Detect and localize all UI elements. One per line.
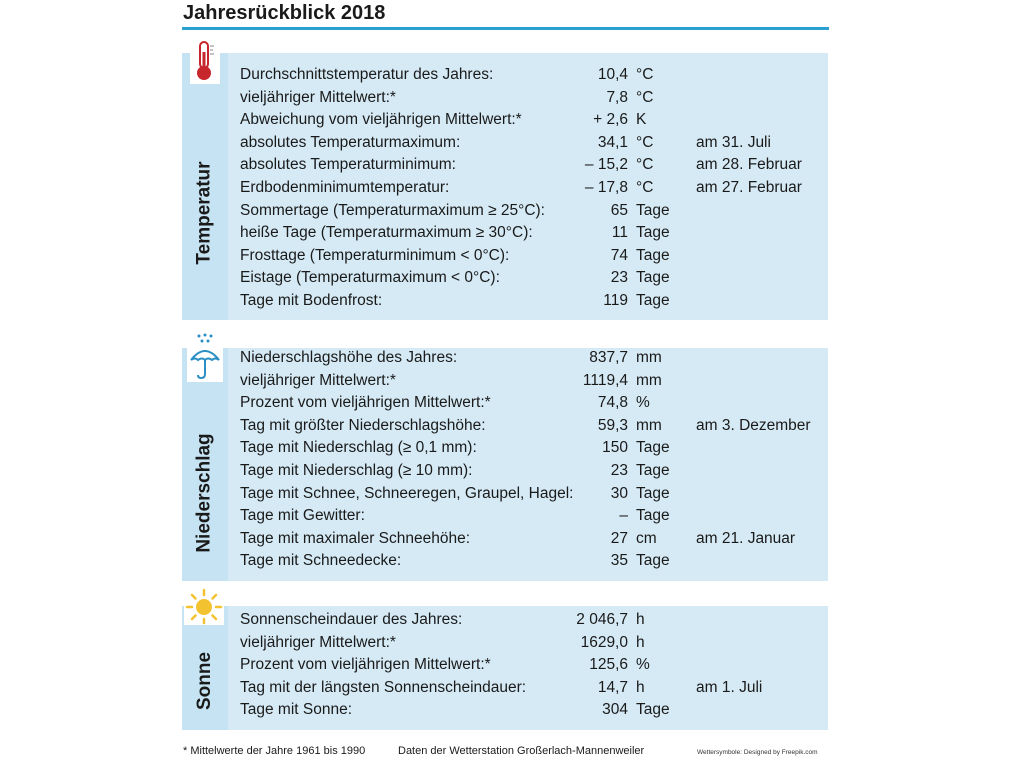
row-value: 23: [610, 269, 628, 287]
row-date: am 3. Dezember: [696, 416, 811, 434]
row-label: absolutes Temperaturminimum:: [240, 156, 456, 174]
row-unit: %: [636, 656, 650, 674]
row-unit: mm: [636, 416, 662, 434]
row-unit: Tage: [636, 552, 670, 570]
row-value: 304: [602, 701, 628, 719]
footnote: * Mittelwerte der Jahre 1961 bis 1990: [183, 745, 366, 757]
row-unit: Tage: [636, 292, 670, 309]
row-unit: °C: [636, 66, 654, 83]
row-value: 74: [610, 246, 628, 264]
row-unit: Tage: [636, 201, 670, 219]
row-value: 59,3: [597, 416, 628, 434]
row-date: am 27. Februar: [696, 179, 802, 196]
row-value: – 15,2: [584, 156, 628, 174]
row-label: Tage mit Sonne:: [240, 701, 353, 719]
row-label: Tag mit größter Niederschlagshöhe:: [240, 416, 486, 434]
row-label: Erdbodenminimumtemperatur:: [240, 179, 450, 196]
row-value: 74,8: [597, 394, 628, 412]
row-date: am 1. Juli: [696, 678, 763, 696]
row-label: Prozent vom vieljährigen Mittelwert:*: [240, 394, 491, 412]
row-unit: Tage: [636, 701, 670, 719]
row-label: Durchschnittstemperatur des Jahres:: [240, 66, 494, 83]
row-label: Sonnenscheindauer des Jahres:: [240, 611, 463, 628]
row-label: Eistage (Temperaturmaximum < 0°C):: [240, 269, 500, 287]
row-unit: cm: [636, 529, 657, 547]
row-unit: Tage: [636, 462, 670, 479]
row-label: vieljähriger Mittelwert:*: [240, 633, 396, 651]
row-unit: %: [636, 394, 650, 412]
row-value: 35: [610, 552, 628, 570]
row-label: Tage mit Niederschlag (≥ 0,1 mm):: [240, 439, 477, 457]
sonne-section-label: Sonne: [194, 651, 215, 711]
row-date: am 28. Februar: [696, 156, 802, 174]
row-label: Abweichung vom vieljährigen Mittelwert:*: [240, 111, 522, 129]
row-unit: mm: [636, 371, 662, 389]
row-value: 150: [602, 439, 628, 457]
row-value: –: [619, 507, 628, 525]
row-value: 125,6: [589, 656, 628, 674]
row-unit: Tage: [636, 269, 670, 287]
umbrella-rain-icon: [187, 332, 223, 382]
icon-credit: Wettersymbole: Designed by Freepik.com: [697, 749, 818, 756]
row-label: Frosttage (Temperaturminimum < 0°C):: [240, 246, 510, 264]
title-rule: [182, 27, 829, 30]
row-label: absolutes Temperaturmaximum:: [240, 133, 461, 151]
row-unit: Tage: [636, 484, 670, 502]
page-title: Jahresrückblick 2018: [183, 2, 386, 24]
row-value: 23: [610, 462, 628, 479]
row-unit: Tage: [636, 246, 670, 264]
row-date: am 21. Januar: [696, 529, 796, 547]
row-date: am 31. Juli: [696, 133, 771, 151]
row-unit: h: [636, 678, 645, 696]
row-unit: °C: [636, 156, 654, 174]
temperatur-section-label: Temperatur: [194, 161, 215, 265]
data-source: Daten der Wetterstation Großerlach-Mannenweiler: [398, 745, 645, 757]
row-label: vieljähriger Mittelwert:*: [240, 88, 396, 106]
row-label: Tage mit Schnee, Schneeregen, Graupel, Hagel:: [240, 484, 574, 502]
row-value: – 17,8: [584, 179, 628, 196]
row-value: 7,8: [606, 88, 628, 106]
row-value: 65: [610, 201, 628, 219]
row-unit: °C: [636, 133, 654, 151]
temperatur-sidebar: [182, 53, 228, 320]
sun-icon: [184, 585, 224, 625]
row-label: Tage mit Niederschlag (≥ 10 mm):: [240, 462, 473, 479]
row-value: 27: [610, 529, 628, 547]
row-label: Niederschlagshöhe des Jahres:: [240, 349, 458, 366]
row-label: Tage mit Bodenfrost:: [240, 292, 383, 309]
row-value: + 2,6: [593, 111, 628, 129]
row-value: 30: [610, 484, 628, 502]
row-label: vieljähriger Mittelwert:*: [240, 371, 396, 389]
row-label: Sommertage (Temperaturmaximum ≥ 25°C):: [240, 201, 545, 219]
row-unit: h: [636, 633, 645, 651]
row-unit: K: [636, 111, 647, 129]
niederschlag-sidebar: [182, 348, 228, 581]
row-unit: °C: [636, 179, 654, 196]
row-unit: °C: [636, 88, 654, 106]
row-label: Prozent vom vieljährigen Mittelwert:*: [240, 656, 491, 674]
row-value: 837,7: [589, 349, 628, 366]
row-label: Tag mit der längsten Sonnenscheindauer:: [240, 678, 527, 696]
row-unit: Tage: [636, 507, 670, 525]
row-value: 1629,0: [580, 633, 628, 651]
niederschlag-section-label: Niederschlag: [194, 433, 216, 553]
row-label: Tage mit Schneedecke:: [240, 552, 402, 570]
thermometer-icon: [190, 38, 220, 84]
row-value: 14,7: [597, 678, 628, 696]
row-unit: mm: [636, 349, 662, 366]
row-label: Tage mit Gewitter:: [240, 507, 365, 525]
row-unit: Tage: [636, 439, 670, 457]
row-value: 11: [611, 224, 628, 242]
row-label: Tage mit maximaler Schneehöhe:: [240, 529, 471, 547]
row-value: 1119,4: [582, 371, 628, 389]
row-label: heiße Tage (Temperaturmaximum ≥ 30°C):: [240, 224, 533, 242]
row-value: 119: [603, 292, 628, 309]
row-value: 34,1: [597, 133, 628, 151]
row-unit: h: [636, 611, 645, 628]
row-unit: Tage: [636, 224, 670, 242]
row-value: 10,4: [597, 66, 628, 83]
row-value: 2 046,7: [576, 611, 628, 628]
